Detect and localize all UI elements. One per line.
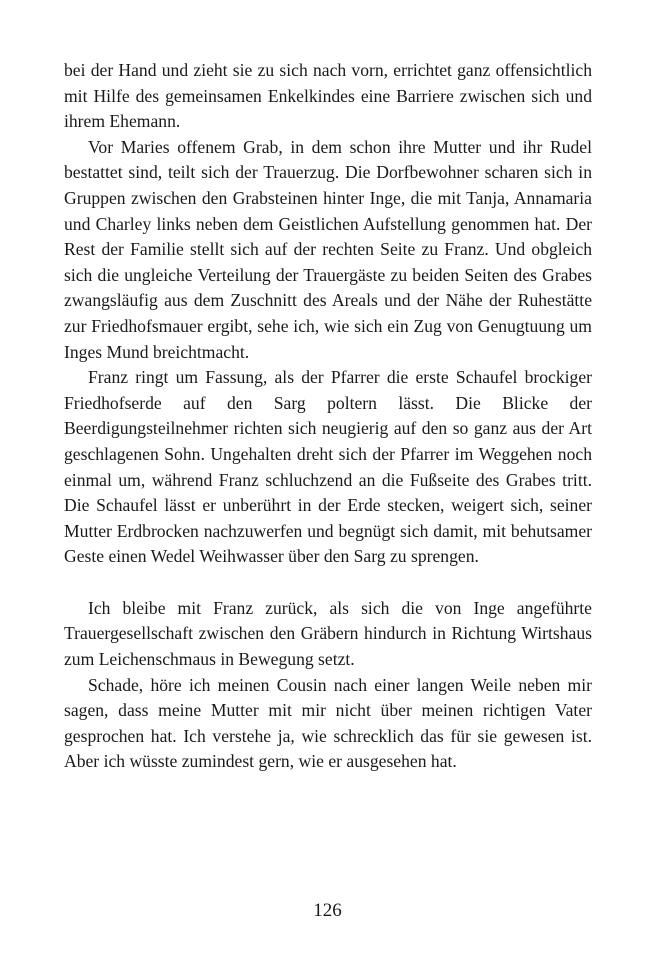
paragraph: bei der Hand und zieht sie zu sich nach vorn, errichtet ganz offensichtlich mit Hilfe des gemeinsamen Enkelkindes eine Barriere zwischen sich und ihrem Ehemann. xyxy=(64,60,592,132)
section-break xyxy=(64,570,592,596)
paragraph: Vor Maries offenem Grab, in dem schon ihre Mutter und ihr Rudel bestattet sind, teilt sich der Trauerzug. Die Dorfbewohner scharen sich in Gruppen zwischen den Grabsteinen hinter Inge, die mit Tanja, Annamaria und Charley links neben dem Geistlichen Aufstellung genommen hat. Der Rest der Familie stellt sich auf der rechten Seite zu Franz. Und obgleich sich die ungleiche Verteilung der Trauergäste zu beiden Seiten des Grabes zwangsläufig aus dem Zuschnitt des Areals und der Nähe der Ruhestätte zur Friedhofsmauer ergibt, sehe ich, wie sich ein Zug von Genugtuung um Inges Mund breichtmacht. xyxy=(64,136,592,362)
page-number: 126 xyxy=(313,900,342,921)
paragraph: Ich bleibe mit Franz zurück, als sich die von Inge angeführte Trauergesellschaft zwischen den Gräbern hindurch in Richtung Wirtshaus zum Leichenschmaus in Bewegung setzt. xyxy=(64,597,592,670)
paragraph: Franz ringt um Fassung, als der Pfarrer die erste Schaufel brockiger Friedhofserde auf den Sarg poltern lässt. Die Blicke der Beerdigungsteilnehmer richten sich neugierig auf den so ganz aus der Art geschlagenen Sohn. Ungehalten dreht sich der Pfarrer im Weggehen noch einmal um, während Franz schluchzend an die Fußseite des Grabes tritt. Die Schaufel lässt er unberührt in der Erde stecken, weigert sich, seiner Mutter Erdbrocken nachzuwerfen und begnügt sich damit, mit behutsamer Geste einen Wedel Weihwasser über den Sarg zu sprengen. xyxy=(64,367,592,567)
book-page-text xyxy=(64,58,592,775)
paragraph: Schade, höre ich meinen Cousin nach einer langen Weile neben mir sagen, dass meine Mutter mit mir nicht über meinen richtigen Vater gesprochen hat. Ich verstehe ja, wie schrecklich das für sie gewesen ist. Aber ich wüsste zumindest gern, wie er ausgesehen hat. xyxy=(64,674,592,772)
